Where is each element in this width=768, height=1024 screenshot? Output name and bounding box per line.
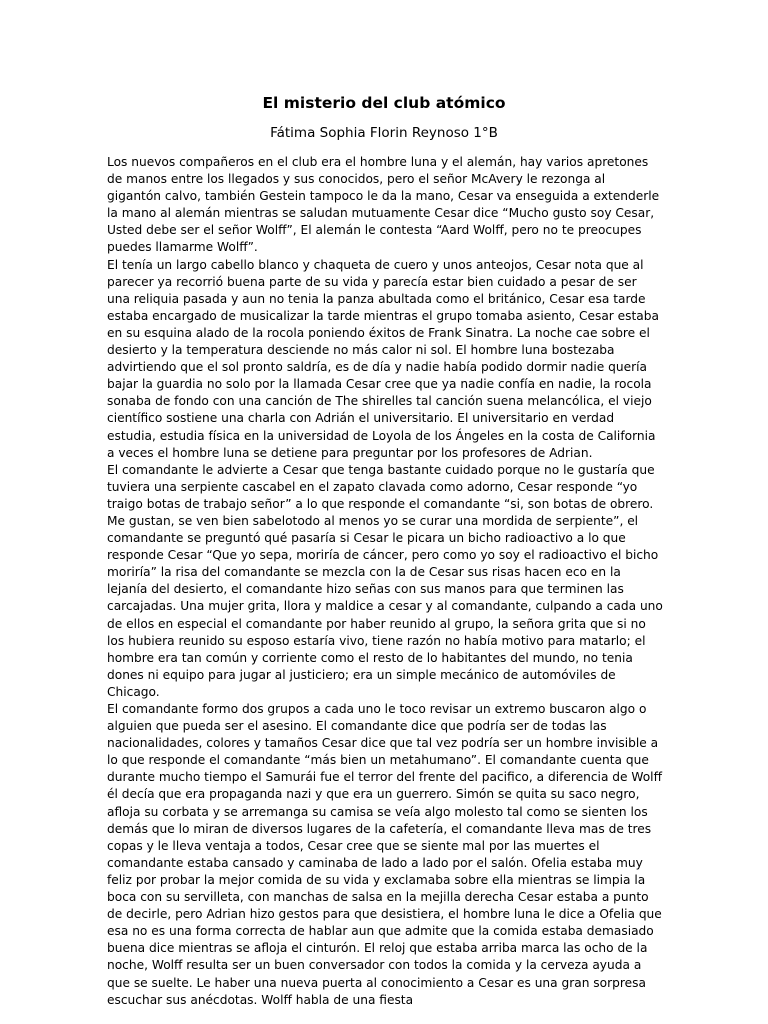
paragraph: El tenía un largo cabello blanco y chaqueta de cuero y unos anteojos, Cesar nota que al parecer ya recorrió buena parte de su vida y parecía estar bien cuidado a pesar de ser una reliquia pasada y aun no tenia la panza abultada como el británico, Cesar esa tarde estaba encargado de musicalizar la tarde mientras el grupo tomaba asiento, Cesar estaba en su esquina alado de la rocola poniendo éxitos de Frank Sinatra. La noche cae sobre el desierto y la temperatura desciende no más calor ni sol. El hombre luna bostezaba advirtiendo que el sol pronto saldría, es de día y nadie había podido dormir nadie quería bajar la guardia no solo por la llamada Cesar cree que ya nadie confía en nadie, la rocola sonaba de fondo con una canción de The shirelles tal canción suena melancólica, el viejo científico sostiene una charla con Adrián el universitario. El universitario en verdad estudia, estudia física en la universidad de Loyola de los Ángeles en la costa de California a veces el hombre luna se detiene para preguntar por los profesores de Adrian. — [107, 257, 659, 460]
document-body — [107, 154, 663, 1007]
paragraph: El comandante le advierte a Cesar que tenga bastante cuidado porque no le gustaría que tuviera una serpiente cascabel en el zapato clavada como adorno, Cesar responde “yo traigo botas de trabajo señor” a lo que responde el comandante “si, son botas de obrero. Me gustan, se ven bien sabelotodo al menos yo se curar una mordida de serpiente”, el comandante se preguntó qué pasaría si Cesar le picara un bicho radioactivo a lo que responde Cesar “Que yo sepa, moriría de cáncer, pero como yo soy el radioactivo el bicho moriría” la risa del comandante se mezcla con la de Cesar sus risas hacen eco en la lejanía del desierto, el comandante hizo señas con sus manos para que terminen las carcajadas. Una mujer grita, llora y maldice a cesar y al comandante, culpando a cada uno de ellos en especial el comandante por haber reunido al grupo, la señora grita que si no los hubiera reunido su esposo estaría vivo, tiene razón no había motivo para matarlo; el hombre era tan común y corriente como el resto de lo habitantes del mundo, no tenia dones ni equipo para jugar al justiciero; era un simple mecánico de automóviles de Chicago. — [107, 462, 663, 699]
document-author: Fátima Sophia Florin Reynoso 1°B — [270, 125, 498, 141]
document-title: El misterio del club atómico — [262, 94, 506, 112]
paragraph: Los nuevos compañeros en el club era el hombre luna y el alemán, hay varios apretones de manos entre los llegados y sus conocidos, pero el señor McAvery le rezonga al gigantón calvo, también Gestein tampoco le da la mano, Cesar va enseguida a extenderle la mano al alemán mientras se saludan mutuamente Cesar dice “Mucho gusto soy Cesar, Usted debe ser el señor Wolff”, El alemán le contesta “Aard Wolff, pero no te preocupes puedes llamarme Wolff”. — [107, 155, 660, 255]
paragraph: El comandante formo dos grupos a cada uno le toco revisar un extremo buscaron algo o alguien que pueda ser el asesino. El comandante dice que podría ser de todas las nacionalidades, colores y tamaños Cesar dice que tal vez podría ser un hombre invisible a lo que responde el comandante “más bien un metahumano”. El comandante cuenta que durante mucho tiempo el Samurái fue el terror del frente del pacifico, a diferencia de Wolff él decía que era propaganda nazi y que era un guerrero. Simón se quita su saco negro, afloja su corbata y se arremanga su camisa se veía algo molesto tal como se sienten los demás que lo miran de diversos lugares de la cafetería, el comandante lleva mas de tres copas y le lleva ventaja a todos, Cesar cree que se siente mal por las muertes el comandante estaba cansado y caminaba de lado a lado por el salón. Ofelia estaba muy feliz por probar la mejor comida de su vida y exclamaba sobre ella mientras se limpia la boca con su servilleta, con manchas de salsa en la mejilla derecha Cesar estaba a punto de decirle, pero Adrian hizo gestos para que desistiera, el hombre luna le dice a Ofelia que esa no es una forma correcta de hablar aun que admite que la comida estaba demasiado buena dice mientras se afloja el cinturón. El reloj que estaba arriba marca las ocho de la noche, Wolff resulta ser un buen conversador con todos la comida y la cerveza ayuda a que se suelte. Le haber una nueva puerta al conocimiento a Cesar es una gran sorpresa escuchar sus anécdotas. Wolff habla de una fiesta — [107, 702, 662, 1007]
